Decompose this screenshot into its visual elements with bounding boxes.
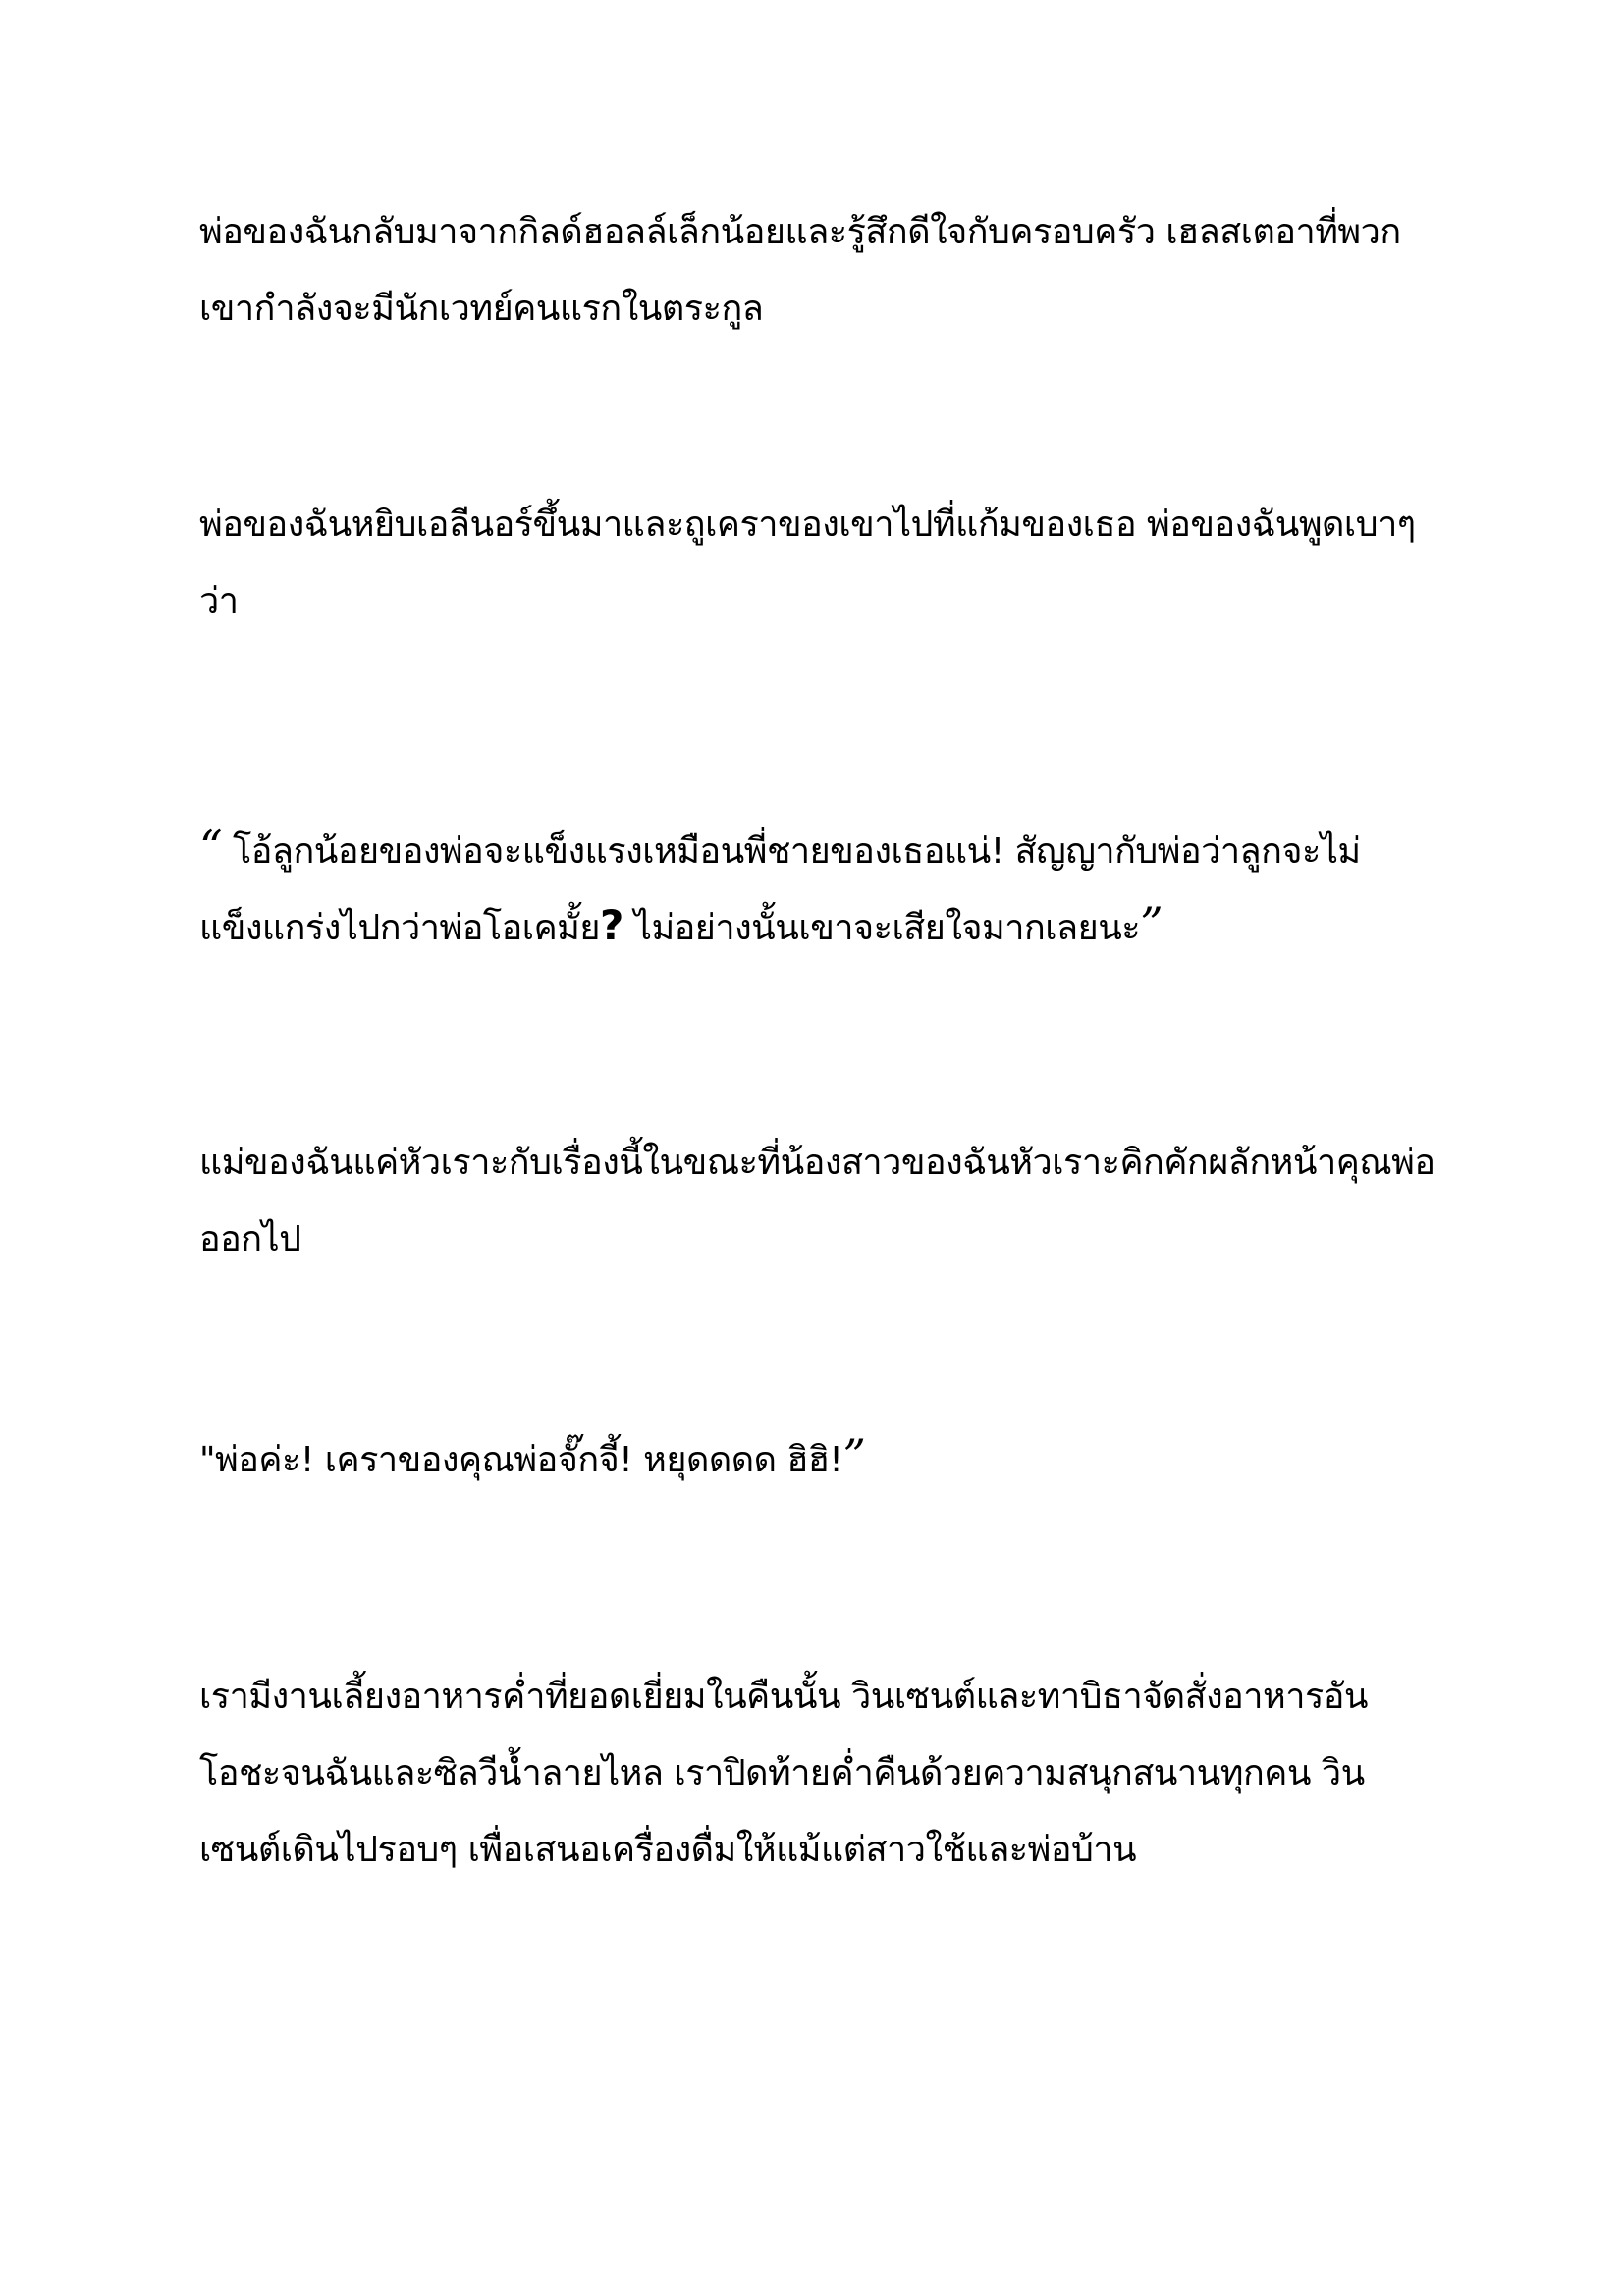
dialogue-text-1: โอ้ลูกน้อยของพ่อจะแข็งแรงเหมือนพี่ชายของเธอแน่! สัญญากับพ่อว่าลูกจะไม่ <box>222 831 1361 872</box>
paragraph-3-line-1 <box>199 823 1456 877</box>
dialogue-text-4: "พ่อค่ะ! เคราของคุณพ่อจั๊กจี้! หยุดดดด ฮิฮิ! <box>199 1440 843 1480</box>
paragraph-1-line-2: เขากำลังจะมีนักเวทย์คนแรกในตระกูล <box>199 289 764 329</box>
question-mark: ? <box>600 901 623 949</box>
paragraph-2-line-2: ว่า <box>199 581 239 621</box>
paragraph-2-line-1: พ่อของฉันหยิบเอลีนอร์ขึ้นมาและถูเคราของเขาไปที่แก้มของเธอ พ่อของฉันพูดเบาๆ <box>199 505 1416 545</box>
close-quote: ” <box>842 1429 866 1482</box>
dialogue-text-2: แข็งแกร่งไปกว่าพ่อโอเคมั้ย <box>199 908 601 948</box>
dialogue-text-3: ไม่อย่างนั้นเขาจะเสียใจมากเลยนะ <box>623 908 1141 948</box>
paragraph-4-line-1: แม่ของฉันแค่หัวเราะกับเรื่องนี้ในขณะที่น้องสาวของฉันหัวเราะคิกคักผลักหน้าคุณพ่อ <box>199 1143 1435 1183</box>
paragraph-3-line-2 <box>199 899 1456 953</box>
paragraph-6-line-2: โอชะจนฉันและซิลวีน้ำลายไหล เราปิดท้ายค่ำคืนด้วยความสนุกสนานทุกคน วิน <box>199 1753 1365 1793</box>
paragraph-1-line-1: พ่อของฉันกลับมาจากกิลด์ฮอลล์เล็กน้อยและรู้สึกดีใจกับครอบครัว เฮลสเตอาที่พวก <box>199 212 1401 252</box>
open-quote: “ <box>199 821 223 874</box>
paragraph-6-line-3: เซนต์เดินไปรอบๆ เพื่อเสนอเครื่องดื่มให้แม้แต่สาวใช้และพ่อบ้าน <box>199 1830 1137 1870</box>
paragraph-4-line-2: ออกไป <box>199 1219 301 1259</box>
close-quote: ” <box>1140 897 1164 950</box>
paragraph-6-line-1: เรามีงานเลี้ยงอาหารค่ำที่ยอดเยี่ยมในคืนนั้น วินเซนต์และทาบิธาจัดสั่งอาหารอัน <box>199 1677 1369 1717</box>
paragraph-5-line-1 <box>199 1431 1456 1485</box>
